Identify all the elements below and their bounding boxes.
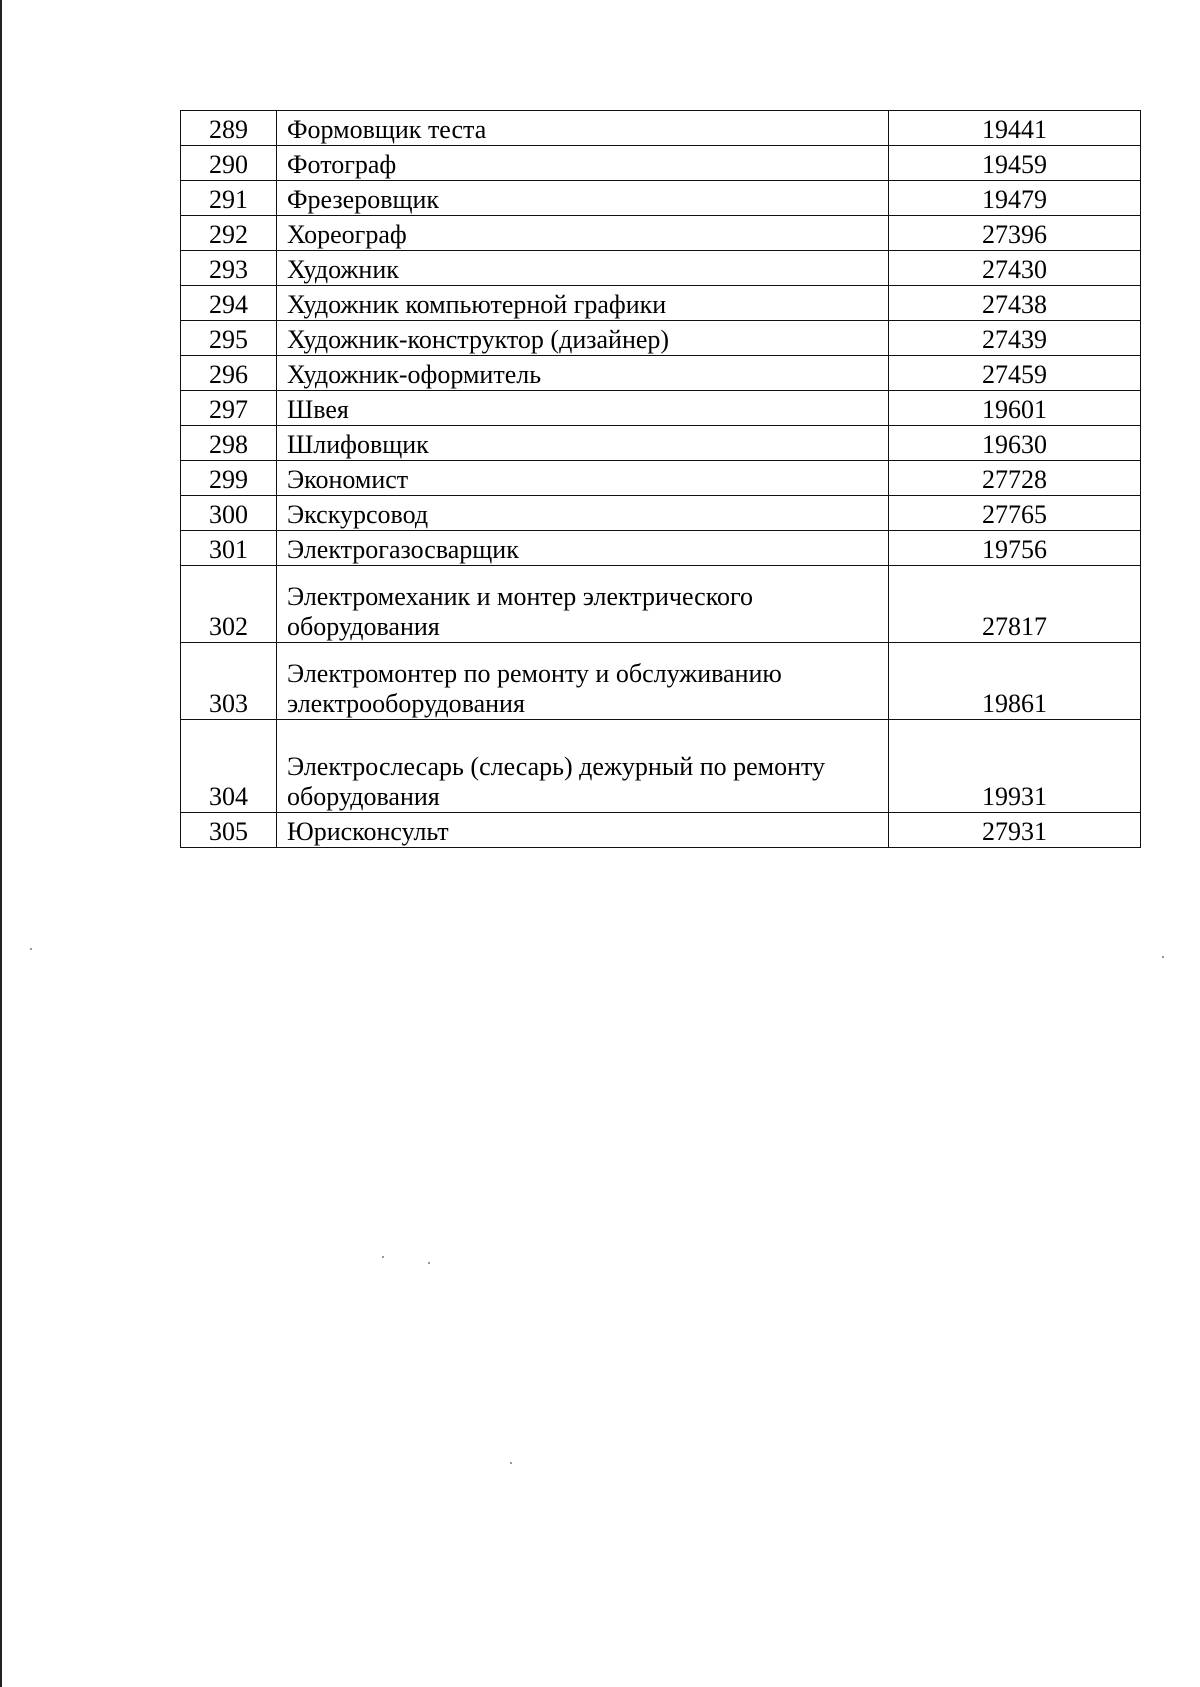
table-row (181, 181, 1141, 216)
profession-code: 19441 (889, 111, 1141, 146)
row-number: 292 (181, 216, 277, 251)
profession-name: Электромонтер по ремонту и обслуживанию электрооборудования (277, 643, 889, 720)
row-number: 295 (181, 321, 277, 356)
profession-code: 19756 (889, 531, 1141, 566)
profession-code: 27728 (889, 461, 1141, 496)
row-number: 297 (181, 391, 277, 426)
row-number: 302 (181, 566, 277, 643)
profession-code: 19630 (889, 426, 1141, 461)
scan-speck (510, 1462, 512, 1464)
table-row (181, 251, 1141, 286)
table-row (181, 531, 1141, 566)
scan-speck (30, 948, 32, 950)
profession-name: Швея (277, 391, 889, 426)
row-number: 293 (181, 251, 277, 286)
table-row (181, 391, 1141, 426)
table-row (181, 813, 1141, 848)
row-number: 290 (181, 146, 277, 181)
scan-speck (382, 1256, 384, 1258)
table-row (181, 496, 1141, 531)
table-row (181, 111, 1141, 146)
table-row (181, 286, 1141, 321)
table-row (181, 643, 1141, 720)
row-number: 304 (181, 720, 277, 813)
profession-name: Художник (277, 251, 889, 286)
profession-name: Юрисконсульт (277, 813, 889, 848)
table-row (181, 566, 1141, 643)
row-number: 303 (181, 643, 277, 720)
profession-name: Художник-конструктор (дизайнер) (277, 321, 889, 356)
table-row (181, 356, 1141, 391)
profession-name: Формовщик теста (277, 111, 889, 146)
row-number: 289 (181, 111, 277, 146)
scan-edge-line (0, 0, 2, 1687)
profession-name: Фрезеровщик (277, 181, 889, 216)
profession-code: 27430 (889, 251, 1141, 286)
table-row (181, 426, 1141, 461)
profession-code: 27439 (889, 321, 1141, 356)
profession-code: 19861 (889, 643, 1141, 720)
profession-code: 27459 (889, 356, 1141, 391)
profession-name: Художник-оформитель (277, 356, 889, 391)
profession-code: 27765 (889, 496, 1141, 531)
profession-name: Шлифовщик (277, 426, 889, 461)
profession-name: Электрослесарь (слесарь) дежурный по ремонту оборудования (277, 720, 889, 813)
profession-name: Экскурсовод (277, 496, 889, 531)
profession-code: 27396 (889, 216, 1141, 251)
profession-code: 27817 (889, 566, 1141, 643)
table-row (181, 216, 1141, 251)
document-page (180, 110, 1140, 848)
row-number: 296 (181, 356, 277, 391)
profession-code: 19601 (889, 391, 1141, 426)
profession-name: Электрогазосварщик (277, 531, 889, 566)
row-number: 294 (181, 286, 277, 321)
row-number: 299 (181, 461, 277, 496)
profession-name: Экономист (277, 461, 889, 496)
profession-name: Фотограф (277, 146, 889, 181)
profession-code: 19931 (889, 720, 1141, 813)
profession-code: 19459 (889, 146, 1141, 181)
scan-speck (428, 1262, 430, 1264)
profession-name: Художник компьютерной графики (277, 286, 889, 321)
row-number: 305 (181, 813, 277, 848)
row-number: 291 (181, 181, 277, 216)
scan-speck (1162, 956, 1164, 958)
table-row (181, 146, 1141, 181)
table-row (181, 720, 1141, 813)
profession-code: 27931 (889, 813, 1141, 848)
professions-table (180, 110, 1141, 848)
profession-code: 27438 (889, 286, 1141, 321)
profession-code: 19479 (889, 181, 1141, 216)
row-number: 300 (181, 496, 277, 531)
profession-name: Электромеханик и монтер электрического оборудования (277, 566, 889, 643)
row-number: 301 (181, 531, 277, 566)
profession-name: Хореограф (277, 216, 889, 251)
row-number: 298 (181, 426, 277, 461)
table-row (181, 321, 1141, 356)
table-row (181, 461, 1141, 496)
